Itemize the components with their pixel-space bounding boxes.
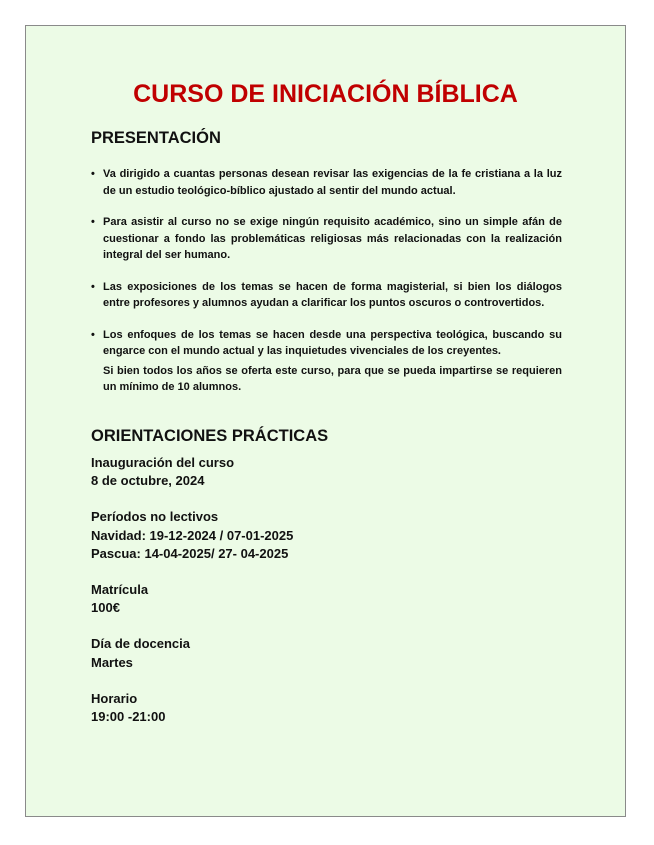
inauguration-label: Inauguración del curso bbox=[91, 455, 235, 470]
document-title: CURSO DE INICIACIÓN BÍBLICA bbox=[133, 80, 518, 108]
holidays-group bbox=[91, 508, 293, 563]
enrollment-fee: 100€ bbox=[91, 600, 120, 616]
presentation-list bbox=[91, 166, 562, 396]
presentation-heading: PRESENTACIÓN bbox=[91, 129, 221, 147]
bullet-icon: • bbox=[91, 328, 95, 341]
bullet-text: Los enfoques de los temas se hacen desde una perspectiva teológica, buscando su engarce con el mundo actual y las inquietudes vivenciales de los creyentes. bbox=[103, 328, 562, 357]
bullet-text: Va dirigido a cuantas personas desean revisar las exigencias de la fe cristiana a la luz de un estudio teológico-bíblico ajustado al sentir del mundo actual. bbox=[103, 168, 562, 197]
bullet-icon: • bbox=[91, 168, 95, 180]
inauguration-group bbox=[91, 454, 293, 490]
schedule-label: Horario bbox=[91, 690, 138, 706]
inauguration-date: 8 de octubre, 2024 bbox=[91, 473, 205, 489]
schedule-group bbox=[91, 690, 293, 726]
bullet-icon: • bbox=[91, 280, 95, 293]
bullet-icon: • bbox=[91, 216, 95, 228]
teaching-day-value: Martes bbox=[91, 654, 133, 670]
list-item bbox=[91, 214, 562, 264]
holidays-label: Períodos no lectivos bbox=[91, 509, 219, 525]
teaching-day-group bbox=[91, 635, 293, 671]
easter-period: Pascua: 14-04-2025/ 27- 04-2025 bbox=[91, 545, 289, 561]
list-item bbox=[91, 166, 562, 199]
enrollment-group bbox=[91, 581, 293, 617]
practical-info bbox=[91, 454, 293, 744]
bullet-text: Para asistir al curso no se exige ningún requisito académico, sino un simple afán de cuestionar a fondo las problemáticas religiosas más relacionadas con la realización integral del ser humano. bbox=[103, 216, 562, 261]
christmas-period: Navidad: 19-12-2024 / 07-01-2025 bbox=[91, 527, 294, 543]
document-page bbox=[25, 25, 626, 817]
list-item bbox=[91, 279, 562, 312]
bullet-text: Las exposiciones de los temas se hacen de forma magisterial, si bien los diálogos entre profesores y alumnos ayudan a clarificar los puntos oscuros o controvertidos. bbox=[103, 280, 562, 309]
minimum-students-note: Si bien todos los años se oferta este curso, para que se pueda impartirse se requieren un mínimo de 10 alumnos. bbox=[103, 364, 562, 393]
list-item bbox=[91, 327, 562, 360]
practical-heading: ORIENTACIONES PRÁCTICAS bbox=[91, 427, 329, 445]
schedule-value: 19:00 -21:00 bbox=[91, 709, 166, 725]
enrollment-label: Matrícula bbox=[91, 582, 149, 598]
teaching-day-label: Día de docencia bbox=[91, 636, 190, 652]
